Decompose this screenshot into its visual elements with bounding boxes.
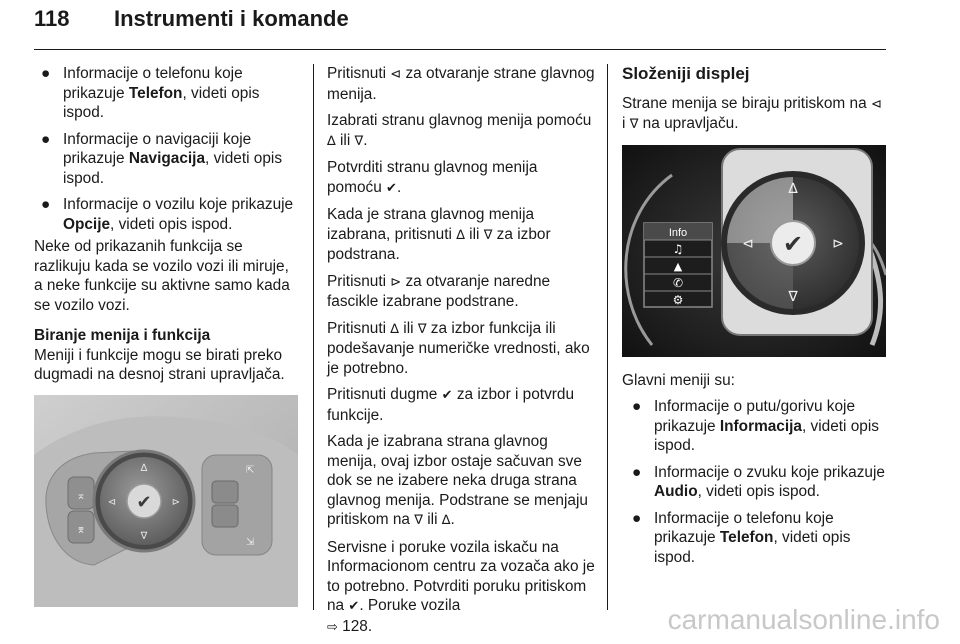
- list-item: ● Informacije o vozilu koje prikazuje Opcije, videti opis ispod.: [41, 196, 294, 233]
- svg-text:⌅: ⌅: [76, 488, 86, 502]
- bullet-dot: ●: [41, 196, 51, 213]
- paragraph: Potvrditi stranu glavnog menija pomoću ✔.: [327, 159, 538, 196]
- svg-text:⇱: ⇱: [246, 464, 255, 476]
- bullet-dot: ●: [41, 65, 51, 82]
- paragraph: Pritisnuti dugme ✔ za izbor i potvrdu funkcije.: [327, 386, 575, 424]
- right-icon: ⊳: [832, 235, 844, 252]
- paragraph: Kada je izabrana strana glavnog menija, ovaj izbor ostaje sačuvan sve dok se ne izabere neka druga strana glavnog menija. Podstrane se menjaju pritiskom na ∇ ili ∆.: [327, 433, 588, 528]
- list-item: ● Informacije o telefonu koje prikazuje Telefon, videti opis ispod.: [41, 65, 260, 121]
- watermark: carmanualsonline.info: [667, 604, 940, 635]
- paragraph: Neke od prikazanih funkcija se razlikuju kada se vozilo vozi ili miruje, a neke funkcije su aktivne samo kada se vozilo vozi.: [34, 238, 290, 314]
- bullet-dot: ●: [632, 398, 642, 415]
- paragraph: Pritisnuti ⊲ za otvaranje strane glavnog menija.: [327, 65, 595, 103]
- paragraph: Pritisnuti ⊳ za otvaranje naredne fascikle izabrane podstrane.: [327, 272, 551, 310]
- header-divider: [34, 49, 886, 50]
- paragraph: Izabrati stranu glavnog menija pomoću ∆ ili ∇.: [327, 112, 592, 149]
- gear-icon: ⚙: [672, 292, 684, 307]
- column-3: [622, 64, 888, 574]
- paragraph: Kada je strana glavnog menija izabrana, pritisnuti ∆ ili ∇ za izbor podstrana.: [327, 206, 551, 263]
- page-number: 118: [34, 6, 70, 31]
- list-item: ● Informacije o navigaciji koje prikazuje Navigacija, videti opis ispod.: [41, 130, 283, 187]
- paragraph: Strane menija se biraju pritiskom na ⊲ i ∇ na upravljaču.: [622, 94, 882, 132]
- ok-check-icon: ✔: [136, 491, 152, 513]
- down-icon: ∇: [788, 288, 798, 305]
- column-divider-2: [607, 64, 608, 610]
- column-divider-1: [313, 64, 314, 610]
- bullet-dot: ●: [632, 463, 642, 481]
- paragraph: Pritisnuti ∆ ili ∇ za izbor funkcija ili podešavanje numeričke vrednosti, ako je potrebno.: [327, 319, 590, 377]
- left-icon: ⊲: [742, 235, 754, 252]
- list-item: ● Informacije o zvuku koje prikazuje Audio, videti opis ispod.: [632, 463, 885, 500]
- paragraph: Meniji i funkcije mogu se birati preko dugmadi na desnoj strani upravljača.: [34, 346, 285, 383]
- section-heading: Biranje menija i funkcija: [34, 327, 211, 344]
- bullet-dot: ●: [41, 130, 51, 148]
- steering-wheel-controls-image: [34, 395, 298, 607]
- list-item: ● Informacije o putu/gorivu koje prikazuje Informacija, videti opis ispod.: [632, 398, 879, 454]
- ok-check-icon: ✔: [782, 229, 804, 258]
- column-1: [34, 64, 300, 607]
- navigation-arrow-icon: ▲: [673, 259, 683, 273]
- phone-icon: ✆: [672, 275, 684, 290]
- list-item: ● Informacije o telefonu koje prikazuje Telefon, videti opis ispod.: [632, 509, 851, 566]
- paragraph: Servisne i poruke vozila iskaču na Informacionom centru za vozača ako je to potrebno. Potvrditi poruku pritiskom na ✔. Poruke vozila ⇨ 128.: [327, 538, 595, 635]
- column-2: [327, 64, 595, 644]
- menu-item-info: Info: [668, 226, 688, 239]
- music-note-icon: ♫: [672, 241, 684, 256]
- up-icon: ∆: [140, 462, 148, 474]
- svg-text:⇲: ⇲: [246, 536, 255, 548]
- paragraph: Glavni meniji su:: [622, 371, 735, 389]
- page-reference-arrow-icon: ⇨: [327, 619, 338, 635]
- left-icon: ⊲: [107, 496, 117, 508]
- display-and-controls-image: [622, 145, 886, 357]
- chapter-title: Instrumenti i komande: [114, 6, 349, 31]
- right-icon: ⊳: [171, 496, 181, 508]
- svg-text:⌆: ⌆: [76, 522, 86, 536]
- up-icon: ∆: [788, 180, 798, 197]
- section-heading: Složeniji displej: [622, 64, 750, 83]
- bullet-dot: ●: [632, 509, 642, 527]
- page-reference[interactable]: 128.: [337, 617, 373, 635]
- down-icon: ∇: [140, 530, 148, 542]
- page-header: [34, 4, 886, 44]
